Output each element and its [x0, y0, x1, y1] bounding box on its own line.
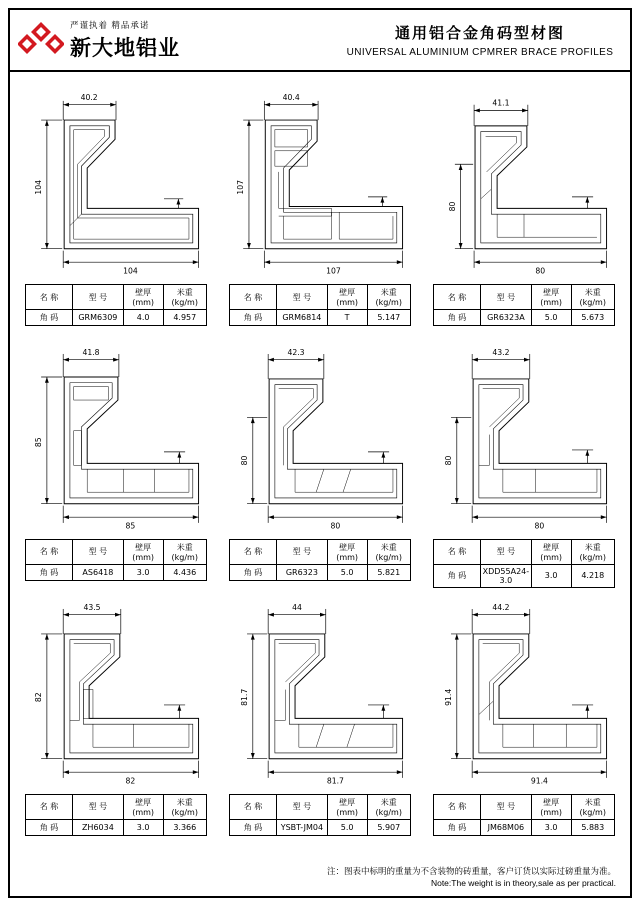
- header-name: 名 称: [26, 285, 73, 310]
- header-name: 名 称: [434, 794, 481, 819]
- sheet-header: [10, 10, 630, 72]
- footer-note-en: Note:The weight is in theory,sale as per practical.: [430, 878, 616, 889]
- cell-name: 角 码: [434, 819, 481, 835]
- footer-note-cn: 注：图表中标明的重量为不含装物的砖重量，客户订货以实际过磅重量为准。: [326, 865, 616, 876]
- profile-cell: [14, 588, 218, 843]
- cell-thickness: 4.0: [123, 310, 163, 326]
- svg-text:80: 80: [240, 455, 250, 465]
- svg-text:80: 80: [330, 521, 341, 531]
- svg-text:91.4: 91.4: [444, 688, 454, 706]
- table-row: [230, 819, 411, 835]
- header-name: 名 称: [26, 539, 73, 564]
- header-model: 型 号: [73, 539, 124, 564]
- cell-weight: 5.147: [367, 310, 410, 326]
- brand-slogan: 严谨执着 精品承诺: [70, 19, 150, 30]
- profile-drawing: [20, 82, 212, 282]
- cell-thickness: 3.0: [531, 564, 571, 587]
- cell-model: ZH6034: [73, 819, 124, 835]
- header-name: 名 称: [230, 285, 277, 310]
- table-row: [434, 819, 615, 835]
- svg-text:41.1: 41.1: [492, 98, 510, 108]
- brand-name: 新大地铝业: [70, 35, 180, 60]
- header-model: 型 号: [73, 285, 124, 310]
- table-header-row: [26, 285, 207, 310]
- svg-text:80: 80: [444, 455, 454, 465]
- table-row: [434, 310, 615, 326]
- table-row: [26, 310, 207, 326]
- brand-text: [70, 19, 180, 62]
- svg-text:40.2: 40.2: [80, 92, 98, 102]
- profile-cell: [14, 78, 218, 333]
- cell-thickness: 5.0: [327, 564, 367, 580]
- svg-text:80: 80: [447, 201, 457, 212]
- spec-table: [433, 539, 615, 588]
- header-thickness: 壁厚(mm): [123, 285, 163, 310]
- cell-thickness: T: [327, 310, 367, 326]
- cell-name: 角 码: [230, 564, 277, 580]
- cell-model: GRM6814: [277, 310, 328, 326]
- header-weight: 米重(kg/m): [163, 285, 206, 310]
- sheet-title-block: [340, 22, 630, 58]
- cell-weight: 4.218: [571, 564, 614, 587]
- spec-table: [25, 794, 207, 836]
- cell-weight: 3.366: [163, 819, 206, 835]
- header-thickness: 壁厚(mm): [327, 285, 367, 310]
- table-header-row: [26, 794, 207, 819]
- header-thickness: 壁厚(mm): [327, 794, 367, 819]
- cell-name: 角 码: [434, 564, 481, 587]
- table-header-row: [26, 539, 207, 564]
- table-header-row: [230, 539, 411, 564]
- profile-drawing: [224, 337, 416, 537]
- header-thickness: 壁厚(mm): [123, 539, 163, 564]
- table-row: [26, 819, 207, 835]
- svg-text:82: 82: [125, 776, 136, 786]
- header-weight: 米重(kg/m): [367, 794, 410, 819]
- svg-text:85: 85: [34, 436, 44, 447]
- cell-model: GRM6309: [73, 310, 124, 326]
- svg-text:107: 107: [326, 266, 341, 276]
- header-weight: 米重(kg/m): [571, 285, 614, 310]
- profile-cell: [422, 333, 626, 588]
- cell-model: YSBT-JM04: [277, 819, 328, 835]
- cell-weight: 5.883: [571, 819, 614, 835]
- table-header-row: [230, 285, 411, 310]
- header-weight: 米重(kg/m): [163, 539, 206, 564]
- drawing-sheet: [8, 8, 632, 898]
- profile-cell: [422, 588, 626, 843]
- header-name: 名 称: [230, 794, 277, 819]
- profile-drawing: [428, 337, 620, 537]
- svg-text:44.2: 44.2: [492, 602, 510, 612]
- cell-model: JM68M06: [481, 819, 532, 835]
- spec-table: [433, 284, 615, 326]
- profile-cell: [422, 78, 626, 333]
- header-thickness: 壁厚(mm): [327, 539, 367, 564]
- cell-name: 角 码: [26, 564, 73, 580]
- table-header-row: [230, 794, 411, 819]
- cell-name: 角 码: [230, 310, 277, 326]
- spec-table: [229, 794, 411, 836]
- profile-grid: [10, 72, 630, 842]
- cell-model: XDD55A24-3.0: [481, 564, 532, 587]
- cell-thickness: 3.0: [123, 819, 163, 835]
- table-row: [230, 564, 411, 580]
- cell-thickness: 3.0: [531, 819, 571, 835]
- profile-drawing: [224, 82, 416, 282]
- header-weight: 米重(kg/m): [367, 539, 410, 564]
- svg-text:82: 82: [34, 691, 44, 702]
- profile-cell: [218, 588, 422, 843]
- header-weight: 米重(kg/m): [571, 794, 614, 819]
- svg-text:80: 80: [534, 521, 545, 531]
- spec-table: [433, 794, 615, 836]
- svg-text:107: 107: [236, 179, 246, 195]
- svg-text:81.7: 81.7: [326, 776, 344, 786]
- header-model: 型 号: [73, 794, 124, 819]
- diamond-logo-icon: [18, 20, 64, 60]
- header-model: 型 号: [277, 285, 328, 310]
- header-name: 名 称: [434, 539, 481, 564]
- cell-name: 角 码: [26, 310, 73, 326]
- svg-text:44: 44: [292, 602, 302, 612]
- table-header-row: [434, 794, 615, 819]
- header-thickness: 壁厚(mm): [531, 539, 571, 564]
- profile-cell: [218, 78, 422, 333]
- header-thickness: 壁厚(mm): [123, 794, 163, 819]
- cell-name: 角 码: [434, 310, 481, 326]
- profile-drawing: [428, 82, 620, 282]
- header-model: 型 号: [481, 794, 532, 819]
- cell-model: AS6418: [73, 564, 124, 580]
- profile-drawing: [224, 592, 416, 792]
- header-name: 名 称: [26, 794, 73, 819]
- cell-weight: 5.821: [367, 564, 410, 580]
- profile-drawing: [20, 337, 212, 537]
- table-header-row: [434, 285, 615, 310]
- profile-cell: [14, 333, 218, 588]
- spec-table: [25, 539, 207, 581]
- svg-text:40.4: 40.4: [282, 92, 300, 102]
- cell-weight: 4.436: [163, 564, 206, 580]
- header-thickness: 壁厚(mm): [531, 285, 571, 310]
- header-model: 型 号: [481, 539, 532, 564]
- svg-text:85: 85: [125, 521, 136, 531]
- cell-thickness: 5.0: [531, 310, 571, 326]
- svg-text:81.7: 81.7: [240, 688, 250, 706]
- cell-name: 角 码: [230, 819, 277, 835]
- svg-text:80: 80: [535, 266, 546, 276]
- cell-thickness: 3.0: [123, 564, 163, 580]
- sheet-title-cn: 通用铝合金角码型材图: [394, 25, 565, 42]
- table-header-row: [434, 539, 615, 564]
- header-model: 型 号: [277, 539, 328, 564]
- spec-table: [229, 539, 411, 581]
- header-weight: 米重(kg/m): [163, 794, 206, 819]
- spec-table: [25, 284, 207, 326]
- header-weight: 米重(kg/m): [571, 539, 614, 564]
- header-name: 名 称: [434, 285, 481, 310]
- svg-text:43.2: 43.2: [492, 347, 510, 357]
- cell-name: 角 码: [26, 819, 73, 835]
- brand-block: [10, 19, 340, 62]
- svg-text:42.3: 42.3: [287, 347, 305, 357]
- svg-text:104: 104: [123, 266, 138, 276]
- svg-text:104: 104: [34, 179, 44, 195]
- cell-model: GR6323: [277, 564, 328, 580]
- svg-text:91.4: 91.4: [530, 776, 548, 786]
- profile-drawing: [20, 592, 212, 792]
- profile-drawing: [428, 592, 620, 792]
- svg-text:41.8: 41.8: [82, 347, 100, 357]
- cell-weight: 5.673: [571, 310, 614, 326]
- cell-thickness: 5.0: [327, 819, 367, 835]
- table-row: [26, 564, 207, 580]
- svg-text:43.5: 43.5: [83, 602, 101, 612]
- header-model: 型 号: [481, 285, 532, 310]
- profile-cell: [218, 333, 422, 588]
- sheet-title-en: UNIVERSAL ALUMINIUM CPMRER BRACE PROFILES: [346, 47, 614, 58]
- cell-weight: 5.907: [367, 819, 410, 835]
- table-row: [434, 564, 615, 587]
- cell-model: GR6323A: [481, 310, 532, 326]
- spec-table: [229, 284, 411, 326]
- header-thickness: 壁厚(mm): [531, 794, 571, 819]
- table-row: [230, 310, 411, 326]
- header-model: 型 号: [277, 794, 328, 819]
- cell-weight: 4.957: [163, 310, 206, 326]
- footer-note: [10, 865, 630, 891]
- header-weight: 米重(kg/m): [367, 285, 410, 310]
- header-name: 名 称: [230, 539, 277, 564]
